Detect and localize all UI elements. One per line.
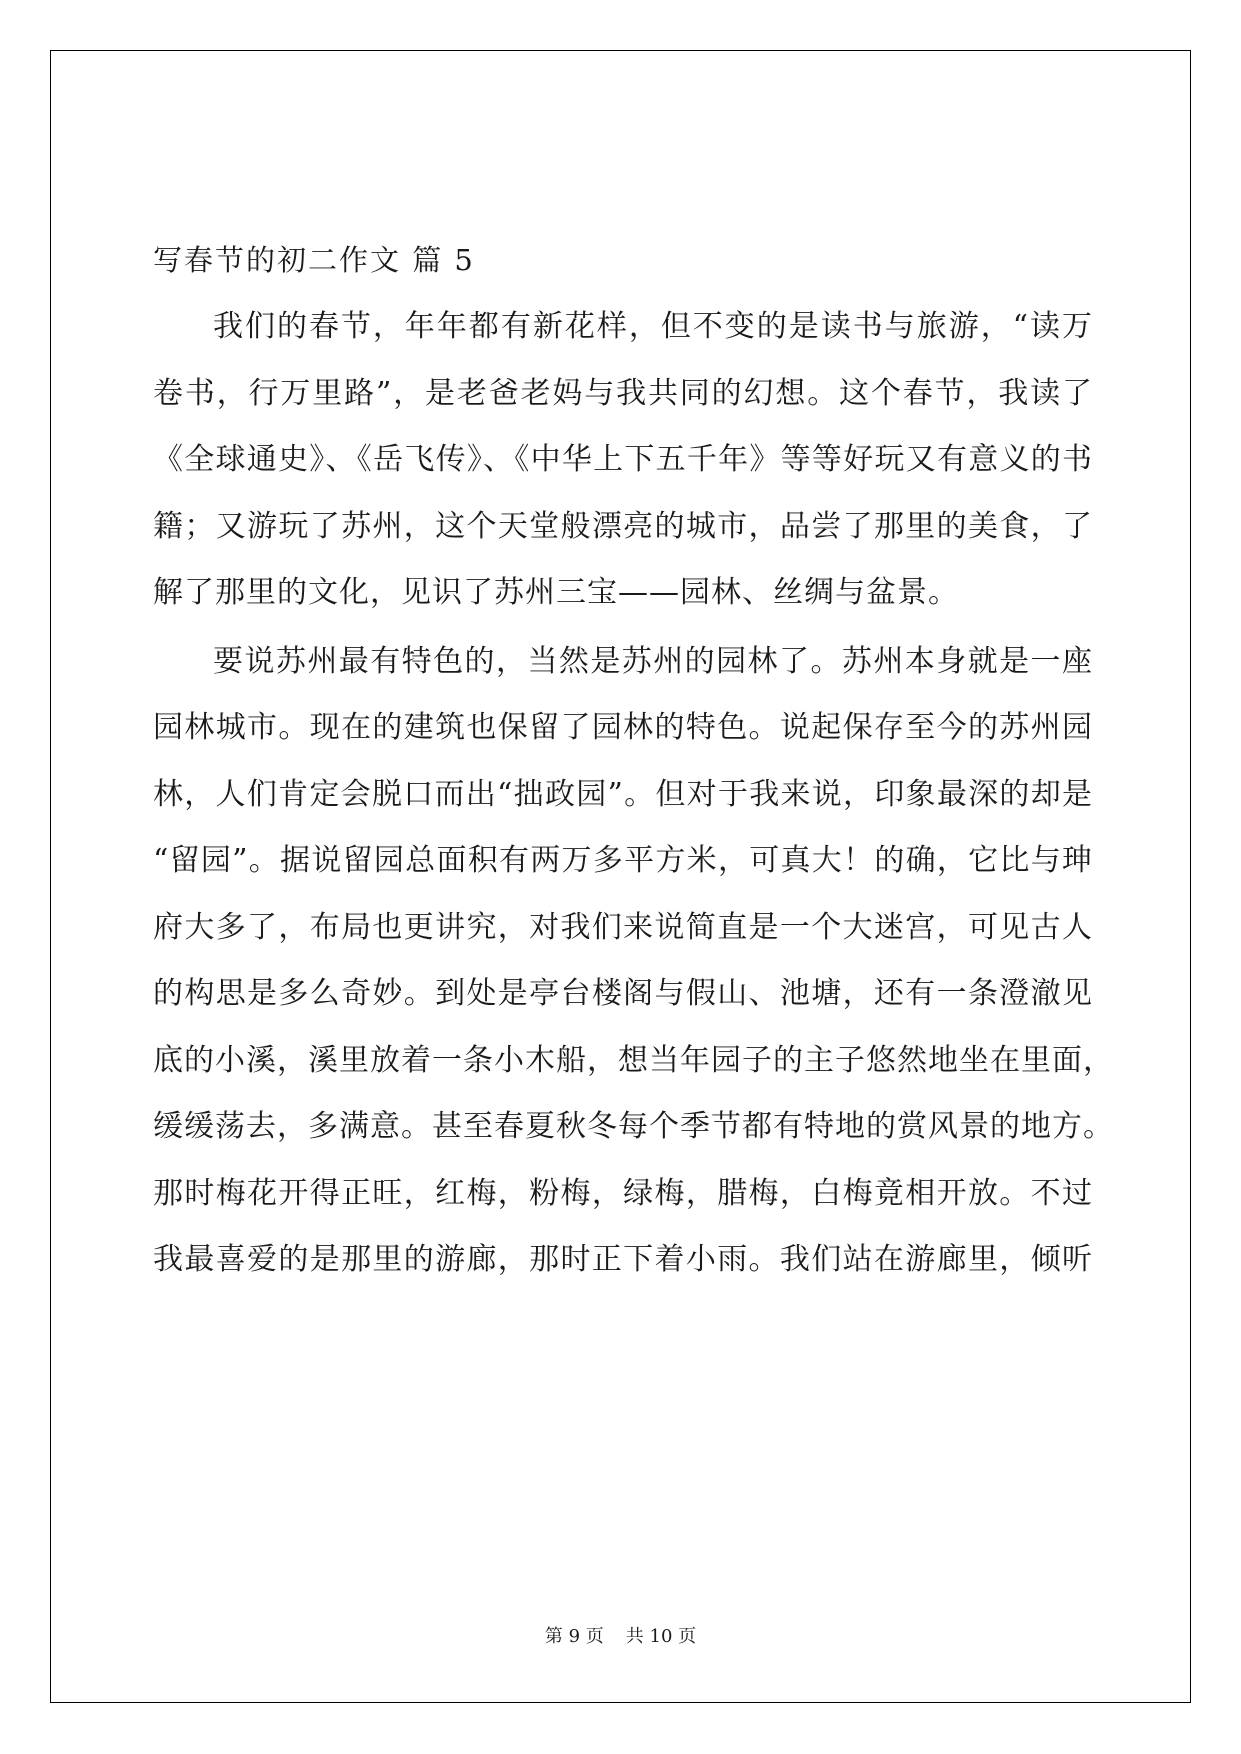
document-body [153,228,1114,1294]
text-line: 要说苏州最有特色的，当然是苏州的园林了。苏州本身就是一座 [213,643,1093,679]
text-line: 《全球通史》、《岳飞传》、《中华上下五千年》等等好玩又有意义的书 [153,442,1093,477]
text-line: 的构思是多么奇妙。到处是亭台楼阁与假山、池塘，还有一条澄澈见 [153,976,1093,1011]
text-line: 卷书，行万里路”，是老爸老妈与我共同的幻想。这个春节，我读了 [153,375,1093,411]
text-line: 我们的春节，年年都有新花样，但不变的是读书与旅游，“读万 [213,309,1093,344]
text-line: 林，人们肯定会脱口而出“拙政园”。但对于我来说，印象最深的却是 [153,776,1093,812]
text-line: 籍；又游玩了苏州，这个天堂般漂亮的城市，品尝了那里的美食，了 [153,508,1093,544]
text-line: 园林城市。现在的建筑也保留了园林的特色。说起保存至今的苏州园 [153,710,1093,745]
page-number: 第 9 页 [544,1626,604,1647]
page-total: 共 10 页 [625,1626,697,1647]
text-line: 那时梅花开得正旺，红梅，粉梅，绿梅，腊梅，白梅竟相开放。不过 [153,1175,1093,1211]
page-footer [0,1622,1241,1648]
document-title: 写春节的初二作文 篇 5 [153,243,475,277]
paragraph-1 [153,292,1093,627]
text-line: 底的小溪，溪里放着一条小木船，想当年园子的主子悠然地坐在里面， [153,1042,1114,1078]
text-line: 府大多了，布局也更讲究，对我们来说简直是一个大迷宫，可见古人 [153,909,1093,945]
text-line: 缓缓荡去，多满意。甚至春夏秋冬每个季节都有特地的赏风景的地方。 [153,1109,1114,1144]
text-line: 解了那里的文化，见识了苏州三宝——园林、丝绸与盆景。 [153,575,959,610]
text-line: “留园”。据说留园总面积有两万多平方米，可真大！的确，它比与珅 [153,843,1093,878]
paragraph-2 [153,627,1114,1294]
text-line: 我最喜爱的是那里的游廊，那时正下着小雨。我们站在游廊里，倾听 [153,1242,1093,1277]
